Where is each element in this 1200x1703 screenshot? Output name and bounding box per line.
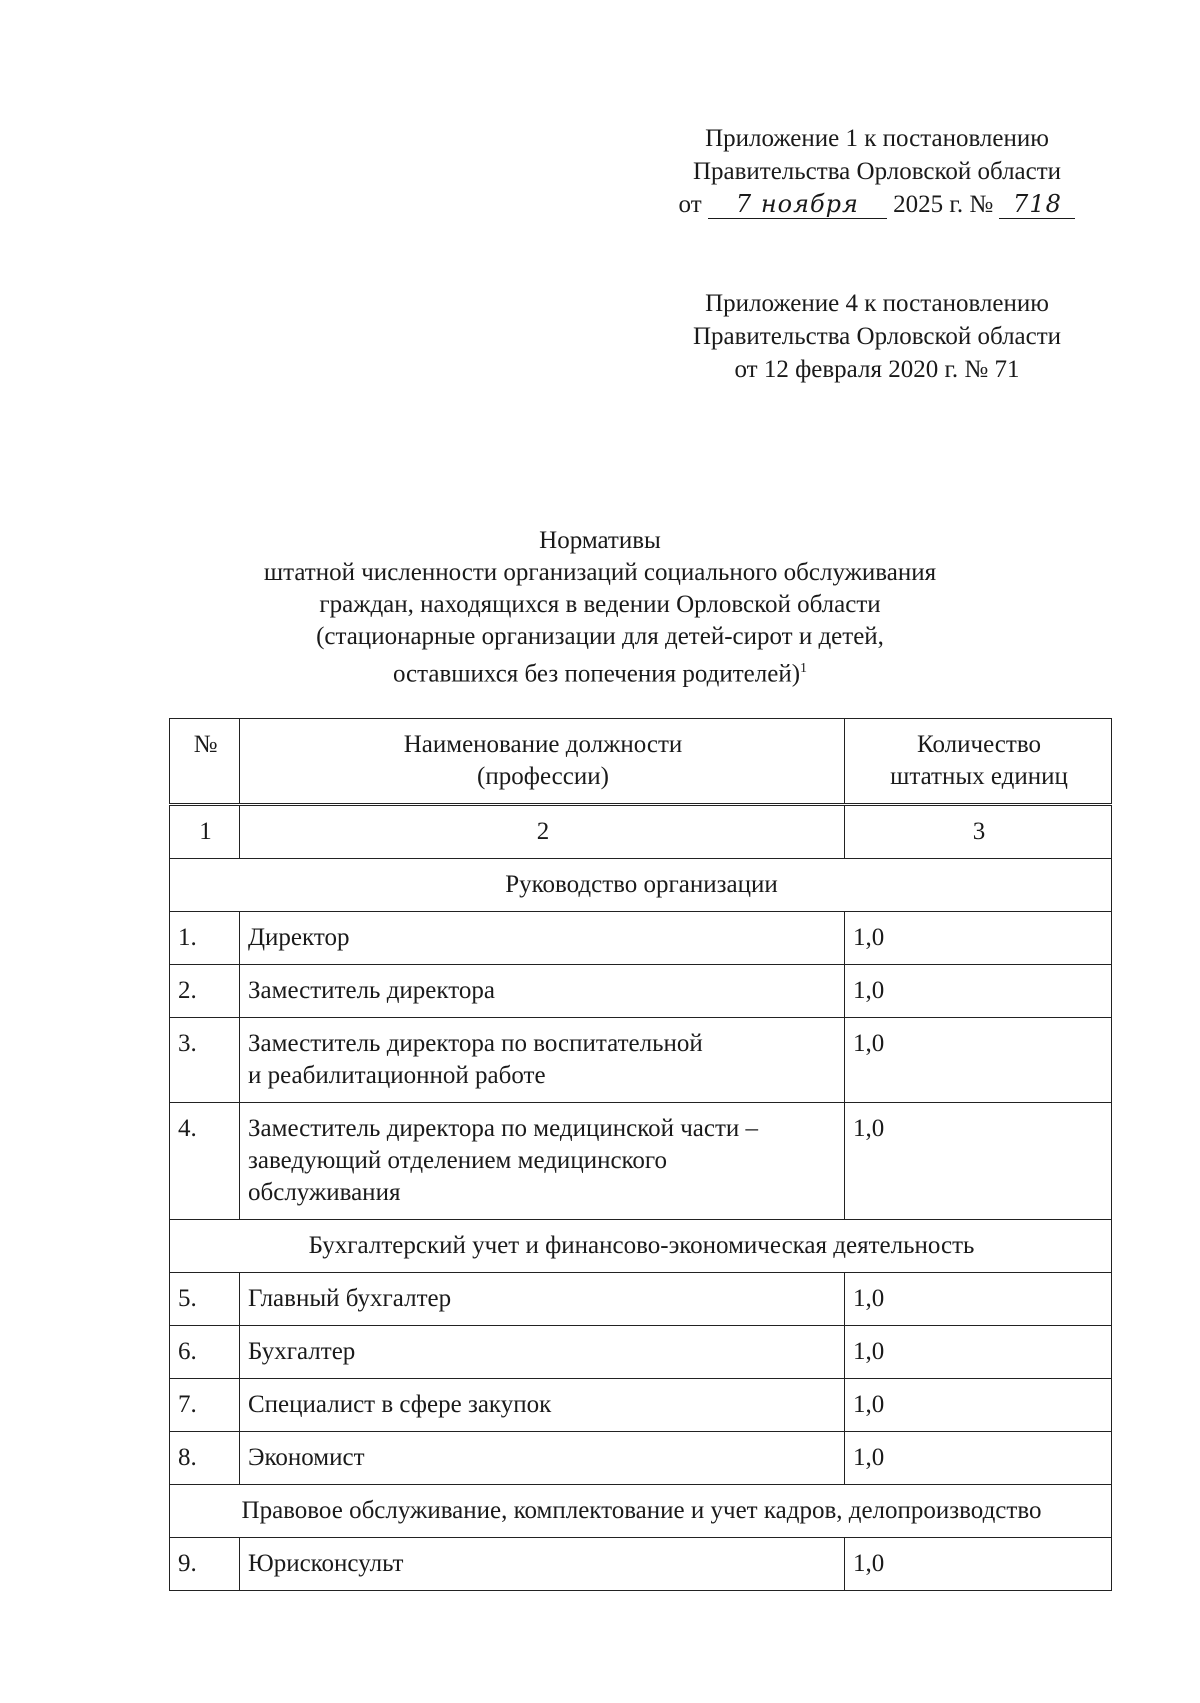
row-qty: 1,0 bbox=[845, 1018, 1112, 1103]
row-position-line: заведующий отделением медицинского bbox=[248, 1147, 668, 1174]
table-row bbox=[170, 1018, 1112, 1103]
row-position: Специалист в сфере закупок bbox=[240, 1379, 845, 1432]
row-qty: 1,0 bbox=[845, 1538, 1112, 1591]
title-line1: Нормативы bbox=[539, 527, 661, 554]
row-position: Бухгалтер bbox=[240, 1326, 845, 1379]
row-qty: 1,0 bbox=[845, 1432, 1112, 1485]
title-line4: (стационарные организации для детей-сирот и детей, bbox=[316, 623, 884, 650]
section-title-accounting: Бухгалтерский учет и финансово-экономическая деятельность bbox=[170, 1220, 1112, 1273]
table-row bbox=[170, 1432, 1112, 1485]
appendix-old-block bbox=[642, 287, 1112, 386]
table-row bbox=[170, 1538, 1112, 1591]
row-position-line: Заместитель директора по воспитательной bbox=[248, 1030, 703, 1057]
section-row bbox=[170, 1220, 1112, 1273]
row-position: Главный бухгалтер bbox=[240, 1273, 845, 1326]
table-row bbox=[170, 1273, 1112, 1326]
footnote-mark: 1 bbox=[800, 661, 808, 676]
table-row bbox=[170, 1103, 1112, 1220]
header-qty bbox=[845, 719, 1112, 805]
table-row bbox=[170, 1326, 1112, 1379]
appendix-new-line1: Приложение 1 к постановлению bbox=[705, 125, 1049, 152]
table-header-row bbox=[170, 719, 1112, 805]
appendix-old-line2: Правительства Орловской области bbox=[692, 323, 1062, 350]
row-position: Заместитель директора bbox=[240, 965, 845, 1018]
appendix-new-year-no: 2025 г. № bbox=[893, 191, 994, 218]
appendix-new-block bbox=[642, 122, 1112, 221]
table-row bbox=[170, 912, 1112, 965]
row-num: 6. bbox=[170, 1326, 240, 1379]
staffing-table bbox=[169, 718, 1112, 1591]
column-index-row bbox=[170, 805, 1112, 859]
header-name bbox=[240, 719, 845, 805]
document-title bbox=[150, 525, 1050, 690]
header-num: № bbox=[170, 719, 240, 805]
row-position bbox=[240, 1018, 845, 1103]
title-line5-wrap bbox=[150, 653, 1050, 690]
row-num: 3. bbox=[170, 1018, 240, 1103]
row-num: 1. bbox=[170, 912, 240, 965]
row-qty: 1,0 bbox=[845, 1326, 1112, 1379]
table-row bbox=[170, 965, 1112, 1018]
appendix-new-line2: Правительства Орловской области bbox=[692, 158, 1062, 185]
title-line3: граждан, находящихся в ведении Орловской области bbox=[319, 591, 881, 618]
row-position-line: обслуживания bbox=[248, 1179, 401, 1206]
section-title-legal: Правовое обслуживание, комплектование и учет кадров, делопроизводство bbox=[170, 1485, 1112, 1538]
appendix-new-prefix: от bbox=[678, 191, 702, 218]
handwritten-number: 718 bbox=[999, 190, 1075, 219]
appendix-old-line3: от 12 февраля 2020 г. № 71 bbox=[734, 356, 1020, 383]
row-position-line: и реабилитационной работе bbox=[248, 1062, 546, 1089]
row-num: 7. bbox=[170, 1379, 240, 1432]
handwritten-date: 7 ноября bbox=[708, 190, 887, 219]
row-num: 2. bbox=[170, 965, 240, 1018]
section-title-management: Руководство организации bbox=[170, 859, 1112, 912]
table-row bbox=[170, 1379, 1112, 1432]
section-row bbox=[170, 1485, 1112, 1538]
row-position-line: Заместитель директора по медицинской части – bbox=[248, 1115, 759, 1142]
appendix-new-date-line bbox=[642, 188, 1112, 221]
title-line5: оставшихся без попечения родителей) bbox=[392, 660, 801, 688]
column-index-2: 2 bbox=[240, 805, 845, 859]
row-num: 8. bbox=[170, 1432, 240, 1485]
section-row bbox=[170, 859, 1112, 912]
header-name-line2: (профессии) bbox=[477, 763, 609, 790]
header-qty-line2: штатных единиц bbox=[890, 763, 1068, 790]
appendix-old-line1: Приложение 4 к постановлению bbox=[705, 290, 1049, 317]
row-num: 5. bbox=[170, 1273, 240, 1326]
column-index-3: 3 bbox=[845, 805, 1112, 859]
row-qty: 1,0 bbox=[845, 1379, 1112, 1432]
row-position: Юрисконсульт bbox=[240, 1538, 845, 1591]
row-num: 4. bbox=[170, 1103, 240, 1220]
row-qty: 1,0 bbox=[845, 1273, 1112, 1326]
row-qty: 1,0 bbox=[845, 965, 1112, 1018]
title-line2: штатной численности организаций социального обслуживания bbox=[263, 559, 937, 586]
row-position: Директор bbox=[240, 912, 845, 965]
row-qty: 1,0 bbox=[845, 912, 1112, 965]
column-index-1: 1 bbox=[170, 805, 240, 859]
row-num: 9. bbox=[170, 1538, 240, 1591]
header-qty-line1: Количество bbox=[917, 731, 1041, 758]
row-position bbox=[240, 1103, 845, 1220]
row-position: Экономист bbox=[240, 1432, 845, 1485]
row-qty: 1,0 bbox=[845, 1103, 1112, 1220]
header-name-line1: Наименование должности bbox=[403, 731, 683, 758]
